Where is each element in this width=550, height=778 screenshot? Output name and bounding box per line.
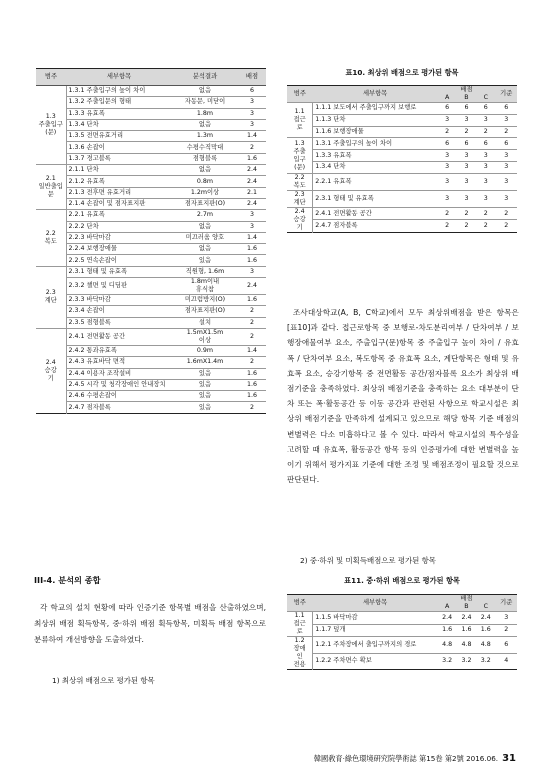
row-item: 1.3.1 주출입구의 높이 차이 [313, 138, 438, 150]
row-item: 1.2.2 주차면수 확보 [313, 653, 438, 670]
left-paragraph [34, 600, 266, 647]
t10-header-score: 배점 [437, 86, 495, 95]
row-value: 3 [476, 190, 495, 207]
row-result: 없음 [172, 221, 238, 232]
row-score: 2 [238, 328, 266, 345]
t11-header-c: C [476, 603, 495, 612]
table-row [36, 108, 266, 119]
table-row [287, 161, 517, 173]
row-value: 3 [495, 114, 517, 126]
row-value: 2 [495, 207, 517, 220]
row-value: 6 [495, 637, 517, 654]
row-category: 1.1 접근 로 [287, 103, 313, 138]
row-item: 1.3.3 유효폭 [313, 150, 438, 162]
t10-header-b: B [457, 94, 476, 103]
table-row [287, 150, 517, 162]
t11-header-b: B [457, 603, 476, 612]
row-value: 6 [476, 138, 495, 150]
row-result: 직원형, 1.6m [172, 266, 238, 277]
row-value: 6 [437, 103, 456, 115]
row-score: 2 [238, 142, 266, 153]
row-score: 3 [238, 119, 266, 130]
table-row [36, 278, 266, 295]
t11-header-score: 배점 [437, 595, 495, 604]
right-paragraph [287, 305, 519, 487]
table-row [287, 103, 517, 115]
row-value: 3 [437, 114, 456, 126]
page-number: 31 [502, 753, 516, 764]
row-item: 2.4.1 전면활동 공간 [313, 207, 438, 220]
row-result: 1.3m [172, 131, 238, 142]
row-value: 3.2 [457, 653, 476, 670]
table-row [36, 210, 266, 221]
row-value: 3 [457, 190, 476, 207]
row-item: 2.3.5 점형블록 [66, 317, 172, 328]
row-result: 있음 [172, 255, 238, 266]
t11-header-base: 기준 [495, 595, 517, 612]
row-value: 2.4 [457, 612, 476, 625]
row-result: 1.8m이내 휴식참 [172, 278, 238, 295]
row-result: 있음 [172, 391, 238, 402]
row-category: 2.2 복도 [36, 210, 66, 266]
table-row [36, 266, 266, 277]
row-item: 2.1.1 단차 [66, 165, 172, 176]
row-item: 2.1.4 손잡이 및 점자표지판 [66, 198, 172, 209]
row-item: 1.3.5 전면유효거리 [66, 131, 172, 142]
row-result: 1.8m [172, 108, 238, 119]
row-score: 1.6 [238, 255, 266, 266]
table-row [287, 138, 517, 150]
row-value: 2 [457, 207, 476, 220]
table-row [36, 221, 266, 232]
table-row [36, 345, 266, 356]
row-score: 1.6 [238, 391, 266, 402]
table-row [36, 357, 266, 368]
row-score: 3 [238, 210, 266, 221]
row-item: 2.2.3 바닥마감 [66, 232, 172, 243]
row-value: 2 [457, 126, 476, 138]
row-value: 2 [476, 207, 495, 220]
row-value: 3 [437, 161, 456, 173]
table-row [36, 187, 266, 198]
row-value: 2 [495, 126, 517, 138]
row-item: 2.4.1 전면활동 공간 [66, 328, 172, 345]
row-item: 2.3.2 챌면 및 디딤판 [66, 278, 172, 295]
row-category: 2.4 승강 기 [287, 207, 313, 232]
row-result: 1.5mX1.5m 이상 [172, 328, 238, 345]
row-score: 2 [238, 317, 266, 328]
table-row [287, 637, 517, 654]
row-result: 미끄럼방지(O) [172, 295, 238, 306]
table10-caption: 표10. 최상위 배점으로 평가된 항목 [345, 68, 459, 77]
table-row [36, 165, 266, 176]
row-item: 2.4.6 수평손잡이 [66, 391, 172, 402]
row-result: 0.8m [172, 176, 238, 187]
row-result: 없음 [172, 86, 238, 97]
row-score: 3 [238, 266, 266, 277]
row-result: 2.7m [172, 210, 238, 221]
row-value: 1.6 [437, 624, 456, 637]
row-category: 2.3 계단 [36, 266, 66, 328]
t10-header-category: 범주 [287, 86, 313, 103]
row-result: 있음 [172, 368, 238, 379]
table-row [36, 379, 266, 390]
t11-header-category: 범주 [287, 595, 313, 612]
table-row [36, 368, 266, 379]
row-item: 1.3.4 단차 [66, 119, 172, 130]
row-score: 3 [238, 97, 266, 108]
row-value: 1.6 [476, 624, 495, 637]
row-value: 3 [476, 150, 495, 162]
row-value: 3 [457, 173, 476, 190]
table-row [36, 97, 266, 108]
row-item: 1.1.5 바닥마감 [313, 612, 438, 625]
row-score: 2.1 [238, 187, 266, 198]
row-result: 점자표지판(O) [172, 306, 238, 317]
table-row [36, 244, 266, 255]
row-score: 3 [238, 108, 266, 119]
row-score: 6 [238, 86, 266, 97]
row-result: 미끄러움 양호 [172, 232, 238, 243]
row-result: 자동문, 미닫이 [172, 97, 238, 108]
row-score: 2.4 [238, 176, 266, 187]
row-score: 1.4 [238, 232, 266, 243]
row-result: 수평수직막대 [172, 142, 238, 153]
row-value: 6 [495, 103, 517, 115]
row-value: 2 [457, 220, 476, 233]
row-value: 3 [495, 612, 517, 625]
row-item: 1.1.3 단차 [313, 114, 438, 126]
table10 [287, 85, 517, 233]
row-value: 3 [437, 173, 456, 190]
row-value: 3 [476, 173, 495, 190]
table-row [36, 232, 266, 243]
row-score: 2.4 [238, 165, 266, 176]
row-category: 1.1 접근 로 [287, 612, 313, 637]
row-value: 3 [437, 150, 456, 162]
row-value: 3 [476, 161, 495, 173]
row-value: 3 [495, 150, 517, 162]
t10-header-item: 세부항목 [313, 86, 438, 103]
table-row [287, 220, 517, 233]
left-score-table [36, 68, 266, 414]
row-result: 점자표지판(O) [172, 198, 238, 209]
left-subheading: 1) 최상위 배점으로 평가된 항목 [52, 676, 155, 685]
row-result: 1.2m이상 [172, 187, 238, 198]
row-item: 2.4.7 점자블록 [313, 220, 438, 233]
table-row [287, 653, 517, 670]
t10-header-base: 기준 [495, 86, 517, 103]
table-row [287, 207, 517, 220]
row-item: 1.3.3 유효폭 [66, 108, 172, 119]
t10-header-a: A [437, 94, 456, 103]
row-item: 1.1.6 보행장애물 [313, 126, 438, 138]
row-value: 3 [495, 161, 517, 173]
row-item: 1.3.1 주출입구의 높이 차이 [66, 86, 172, 97]
table11 [287, 594, 517, 670]
row-value: 3 [457, 150, 476, 162]
table-row [287, 126, 517, 138]
table-row [36, 153, 266, 164]
table-row [36, 198, 266, 209]
row-score: 1.6 [238, 244, 266, 255]
row-item: 2.4.7 점자블록 [66, 402, 172, 413]
table-row [36, 295, 266, 306]
row-value: 6 [457, 103, 476, 115]
table-row [287, 612, 517, 625]
header-item: 세부항목 [66, 69, 172, 86]
row-result: 없음 [172, 119, 238, 130]
table-row [287, 173, 517, 190]
table-row [36, 255, 266, 266]
row-item: 2.2.1 유효폭 [313, 173, 438, 190]
t11-header-a: A [437, 603, 456, 612]
row-value: 4.8 [437, 637, 456, 654]
row-item: 1.3.6 손잡이 [66, 142, 172, 153]
footer-journal: 韓國敎育·綠色環境硏究院學術誌 第15卷 第2號 2016.06. [313, 754, 499, 763]
t11-header-item: 세부항목 [313, 595, 438, 612]
row-item: 1.3.7 경고블록 [66, 153, 172, 164]
row-value: 2.4 [437, 612, 456, 625]
row-score: 2.4 [238, 198, 266, 209]
row-item: 1.3.2 주출입문의 형태 [66, 97, 172, 108]
table-row [287, 624, 517, 637]
row-item: 2.2.1 유효폭 [66, 210, 172, 221]
table-row [36, 142, 266, 153]
row-item: 2.3.1 형태 및 유효폭 [313, 190, 438, 207]
row-score: 1.4 [238, 345, 266, 356]
table-row [36, 176, 266, 187]
row-score: 2 [238, 306, 266, 317]
t10-header-c: C [476, 94, 495, 103]
row-value: 2.4 [476, 612, 495, 625]
row-score: 1.6 [238, 295, 266, 306]
row-value: 3 [457, 161, 476, 173]
row-item: 2.2.4 보행장애물 [66, 244, 172, 255]
row-score: 2.4 [238, 278, 266, 295]
row-value: 2 [476, 126, 495, 138]
table-row [36, 402, 266, 413]
row-score: 1.6 [238, 368, 266, 379]
table-row [36, 86, 266, 97]
row-item: 2.2.5 연속손잡이 [66, 255, 172, 266]
row-value: 3.2 [437, 653, 456, 670]
row-category: 2.2 복도 [287, 173, 313, 190]
row-item: 2.4.2 통과유효폭 [66, 345, 172, 356]
table-row [287, 114, 517, 126]
row-value: 3 [457, 114, 476, 126]
table-row [36, 131, 266, 142]
row-score: 3 [238, 221, 266, 232]
row-category: 2.3 계단 [287, 190, 313, 207]
row-value: 3 [437, 190, 456, 207]
row-result: 없음 [172, 244, 238, 255]
row-result: 1.6mX1.4m [172, 357, 238, 368]
table-row [36, 306, 266, 317]
section-heading: III-4. 분석의 종합 [34, 575, 101, 585]
row-value: 6 [437, 138, 456, 150]
row-item: 2.2.2 단차 [66, 221, 172, 232]
row-value: 6 [457, 138, 476, 150]
row-score: 1.6 [238, 379, 266, 390]
row-item: 2.1.3 전후면 유효거리 [66, 187, 172, 198]
row-value: 2 [495, 220, 517, 233]
row-item: 1.3.4 단차 [313, 161, 438, 173]
row-result: 0.9m [172, 345, 238, 356]
row-item: 2.4.5 시각 및 청각장애인 안내장치 [66, 379, 172, 390]
row-value: 3 [476, 114, 495, 126]
header-score: 배점 [238, 69, 266, 86]
row-value: 4 [495, 653, 517, 670]
row-value: 1.6 [457, 624, 476, 637]
row-category: 1.2 장애 인 전용 [287, 637, 313, 670]
right-paragraph-text: 조사대상학교(A, B, C학교)에서 모두 최상위배점을 받은 항목은 [표10]과 같다. 접근로항목 중 보행로-차도분리여부 / 단차여부 / 보행장애물여부 요소, 주출입구(문)항목 중 주출입구 높이 차이 / 유효폭 / 단차여부 요소, 복도항목 중 유효폭 요소, 계단항목은 형태 및 유효폭 요소, 승강기항목 중 전면활동 공간/점자블록 요소가 최상위 배점기준을 충족하였다. 최상위 배점기준을 충족하는 요소 대부분이 단차 또는 폭·활동공간 등 이동 공간과 관련된 사항으로 학교시설은 최상위 배점기준을 만족하게 설계되고 있으므로 해당 항목 기준 배점의 변별력은 다소 미흡하다고 볼 수 있다. 따라서 학교시설의 특수성을 고려할 때 유효폭, 활동공간 항목 등의 인증평가에 대한 변별력을 높이기 위해서 평가지표 기준에 대한 조정 및 배점조정이 필요할 것으로 판단된다. [287, 308, 519, 485]
header-result: 분석결과 [172, 69, 238, 86]
row-result: 있음 [172, 402, 238, 413]
row-category: 2.1 일반출입 문 [36, 165, 66, 210]
row-value: 6 [476, 103, 495, 115]
table-row [36, 328, 266, 345]
row-category: 2.4 승강 기 [36, 328, 66, 413]
row-item: 2.3.3 바닥마감 [66, 295, 172, 306]
header-category: 범주 [36, 69, 66, 86]
row-result: 설치 [172, 317, 238, 328]
row-item: 1.1.1 보도에서 주출입구까지 보행로 [313, 103, 438, 115]
row-value: 2 [437, 126, 456, 138]
row-value: 2 [437, 220, 456, 233]
row-value: 6 [495, 138, 517, 150]
row-item: 2.3.4 손잡이 [66, 306, 172, 317]
row-value: 3.2 [476, 653, 495, 670]
row-score: 2 [238, 402, 266, 413]
row-value: 4.8 [457, 637, 476, 654]
table-row [36, 119, 266, 130]
row-value: 3 [495, 173, 517, 190]
row-result: 있음 [172, 379, 238, 390]
left-paragraph-text: 각 학교의 설치 현황에 따라 인증기준 항목별 배점을 산출하였으며, 최상위 배점 획득항목, 중·하위 배점 획득항목, 미획득 배점 항목으로 분류하여 개선방향을 도출하였다. [34, 603, 266, 644]
row-item: 2.1.2 유효폭 [66, 176, 172, 187]
row-item: 2.3.1 형태 및 유효폭 [66, 266, 172, 277]
row-result: 없음 [172, 165, 238, 176]
table11-caption: 표11. 중·하위 배점으로 평가된 항목 [344, 576, 460, 585]
row-category: 1.3 주출입구 (문) [36, 86, 66, 165]
row-value: 2 [495, 624, 517, 637]
right-subheading: 2) 중·하위 및 미획득배점으로 평가된 항목 [300, 556, 436, 565]
row-value: 2 [476, 220, 495, 233]
row-result: 점형블록 [172, 153, 238, 164]
table-row [36, 317, 266, 328]
table-row [36, 391, 266, 402]
row-item: 1.1.7 덮개 [313, 624, 438, 637]
table-row [287, 190, 517, 207]
row-item: 1.2.1 주차장에서 출입구까지의 경로 [313, 637, 438, 654]
row-value: 2 [437, 207, 456, 220]
row-item: 2.4.4 이용자 조작설비 [66, 368, 172, 379]
row-item: 2.4.3 유효바닥 면적 [66, 357, 172, 368]
row-value: 3 [495, 190, 517, 207]
row-category: 1.3 주출 입구 (문) [287, 138, 313, 173]
row-score: 1.6 [238, 153, 266, 164]
row-score: 2 [238, 357, 266, 368]
page-footer [314, 753, 516, 764]
row-value: 4.8 [476, 637, 495, 654]
row-score: 1.4 [238, 131, 266, 142]
